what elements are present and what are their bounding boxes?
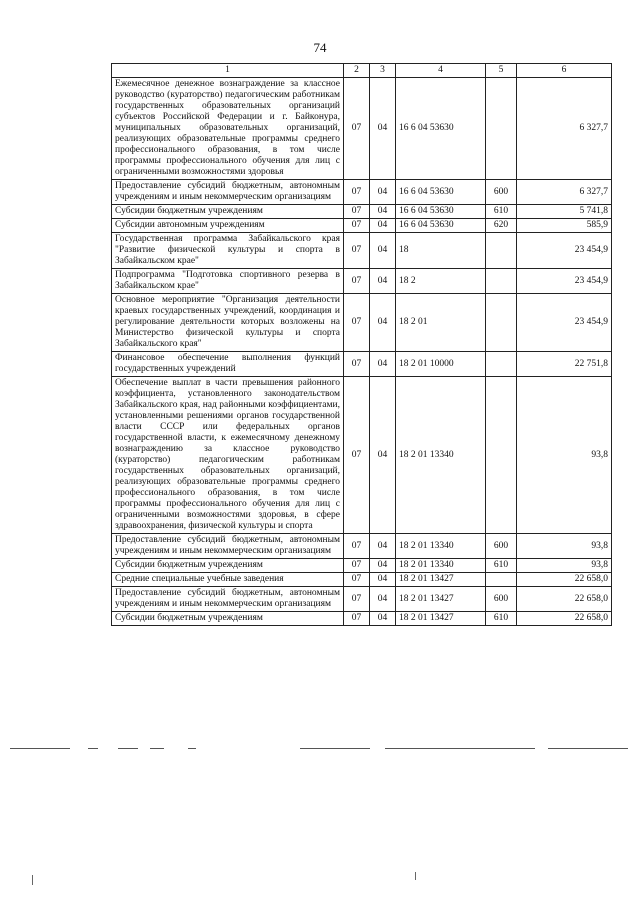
subsection-code: 04 xyxy=(370,219,396,233)
subsection-code: 04 xyxy=(370,294,396,352)
scan-mark xyxy=(32,875,33,885)
target-article-code: 16 6 04 53630 xyxy=(396,180,486,205)
subsection-code: 04 xyxy=(370,233,396,269)
expense-type-code: 600 xyxy=(486,587,517,612)
expense-type-code: 600 xyxy=(486,534,517,559)
column-header: 5 xyxy=(486,64,517,78)
section-code: 07 xyxy=(344,219,370,233)
row-name: Обеспечение выплат в части превышения районного коэффициента, установленного законодательством Забайкальского края, над районными коэффициентами, установленными решениями органов государственной власти СССР или федеральных органов государственной власти, к ежемесячному денежному вознаграждению за классное руководство (кураторство) педагогическим работникам государственных образовательных организаций, реализующих образовательные программы среднего профессионального образования, в том числе программы профессионального обучения для лиц с ограниченными возможностями здоровья, в сфере здравоохранения, физической культуры и спорта xyxy=(112,377,344,534)
amount: 22 658,0 xyxy=(517,587,612,612)
row-name: Основное мероприятие "Организация деятельности краевых государственных учреждений, координация и регулирование деятельности которых возложены на Министерство физической культуры и спорта Забайкальского края" xyxy=(112,294,344,352)
target-article-code: 16 6 04 53630 xyxy=(396,219,486,233)
target-article-code: 18 2 xyxy=(396,269,486,294)
scan-mark xyxy=(415,872,416,880)
table-row xyxy=(112,269,612,294)
section-code: 07 xyxy=(344,534,370,559)
amount: 23 454,9 xyxy=(517,294,612,352)
amount: 93,8 xyxy=(517,534,612,559)
section-code: 07 xyxy=(344,180,370,205)
table-row xyxy=(112,352,612,377)
subsection-code: 04 xyxy=(370,352,396,377)
expense-type-code: 620 xyxy=(486,219,517,233)
expense-type-code xyxy=(486,352,517,377)
table-row xyxy=(112,377,612,534)
scan-separator-line xyxy=(118,748,138,749)
target-article-code: 18 2 01 13427 xyxy=(396,612,486,626)
scan-separator-line xyxy=(150,748,164,749)
target-article-code: 18 2 01 13340 xyxy=(396,559,486,573)
column-header: 1 xyxy=(112,64,344,78)
amount: 585,9 xyxy=(517,219,612,233)
scan-separator-line xyxy=(88,748,98,749)
table-header-row xyxy=(112,64,612,78)
target-article-code: 18 2 01 13340 xyxy=(396,534,486,559)
amount: 93,8 xyxy=(517,559,612,573)
scan-separator-line xyxy=(300,748,370,749)
target-article-code: 18 2 01 xyxy=(396,294,486,352)
section-code: 07 xyxy=(344,205,370,219)
row-name: Субсидии бюджетным учреждениям xyxy=(112,205,344,219)
table-row xyxy=(112,559,612,573)
target-article-code: 18 2 01 10000 xyxy=(396,352,486,377)
subsection-code: 04 xyxy=(370,78,396,180)
target-article-code: 16 6 04 53630 xyxy=(396,78,486,180)
amount: 5 741,8 xyxy=(517,205,612,219)
target-article-code: 18 2 01 13340 xyxy=(396,377,486,534)
section-code: 07 xyxy=(344,233,370,269)
amount: 6 327,7 xyxy=(517,180,612,205)
amount: 23 454,9 xyxy=(517,269,612,294)
table-row xyxy=(112,219,612,233)
expense-type-code xyxy=(486,78,517,180)
row-name: Предоставление субсидий бюджетным, автономным учреждениям и иным некоммерческим организациям xyxy=(112,534,344,559)
table-row xyxy=(112,233,612,269)
subsection-code: 04 xyxy=(370,612,396,626)
row-name: Субсидии автономным учреждениям xyxy=(112,219,344,233)
subsection-code: 04 xyxy=(370,534,396,559)
expense-type-code: 610 xyxy=(486,205,517,219)
target-article-code: 18 2 01 13427 xyxy=(396,573,486,587)
expense-type-code xyxy=(486,233,517,269)
column-header: 6 xyxy=(517,64,612,78)
target-article-code: 18 2 01 13427 xyxy=(396,587,486,612)
amount: 6 327,7 xyxy=(517,78,612,180)
amount: 22 751,8 xyxy=(517,352,612,377)
subsection-code: 04 xyxy=(370,269,396,294)
expense-type-code xyxy=(486,377,517,534)
section-code: 07 xyxy=(344,352,370,377)
budget-table xyxy=(111,63,612,626)
row-name: Государственная программа Забайкальского края "Развитие физической культуры и спорта в Забайкальском крае" xyxy=(112,233,344,269)
row-name: Финансовое обеспечение выполнения функций государственных учреждений xyxy=(112,352,344,377)
expense-type-code: 610 xyxy=(486,612,517,626)
section-code: 07 xyxy=(344,612,370,626)
expense-type-code xyxy=(486,269,517,294)
section-code: 07 xyxy=(344,587,370,612)
scan-separator-line xyxy=(548,748,628,749)
table-row xyxy=(112,78,612,180)
target-article-code: 18 xyxy=(396,233,486,269)
section-code: 07 xyxy=(344,78,370,180)
row-name: Предоставление субсидий бюджетным, автономным учреждениям и иным некоммерческим организациям xyxy=(112,587,344,612)
amount: 93,8 xyxy=(517,377,612,534)
row-name: Предоставление субсидий бюджетным, автономным учреждениям и иным некоммерческим организациям xyxy=(112,180,344,205)
row-name: Субсидии бюджетным учреждениям xyxy=(112,612,344,626)
section-code: 07 xyxy=(344,377,370,534)
table-row xyxy=(112,534,612,559)
column-header: 2 xyxy=(344,64,370,78)
table-row xyxy=(112,205,612,219)
row-name: Ежемесячное денежное вознаграждение за классное руководство (кураторство) педагогическим работникам государственных образовательных организаций субъектов Российской Федерации и г. Байконура, муниципальных образовательных организаций, реализующих образовательные программы среднего профессионального образования, в том числе программы профессионального обучения для лиц с ограниченными возможностями здоровья xyxy=(112,78,344,180)
target-article-code: 16 6 04 53630 xyxy=(396,205,486,219)
table-row xyxy=(112,587,612,612)
table-row xyxy=(112,180,612,205)
expense-type-code: 610 xyxy=(486,559,517,573)
table-row xyxy=(112,612,612,626)
scan-separator-line xyxy=(385,748,535,749)
expense-type-code xyxy=(486,294,517,352)
amount: 23 454,9 xyxy=(517,233,612,269)
scan-separator-line xyxy=(10,748,70,749)
expense-type-code: 600 xyxy=(486,180,517,205)
subsection-code: 04 xyxy=(370,377,396,534)
table-row xyxy=(112,573,612,587)
row-name: Субсидии бюджетным учреждениям xyxy=(112,559,344,573)
page-number: 74 xyxy=(313,40,327,55)
amount: 22 658,0 xyxy=(517,573,612,587)
subsection-code: 04 xyxy=(370,573,396,587)
row-name: Подпрограмма "Подготовка спортивного резерва в Забайкальском крае" xyxy=(112,269,344,294)
row-name: Средние специальные учебные заведения xyxy=(112,573,344,587)
column-header: 3 xyxy=(370,64,396,78)
column-header: 4 xyxy=(396,64,486,78)
table-row xyxy=(112,294,612,352)
section-code: 07 xyxy=(344,269,370,294)
section-code: 07 xyxy=(344,573,370,587)
subsection-code: 04 xyxy=(370,587,396,612)
subsection-code: 04 xyxy=(370,205,396,219)
subsection-code: 04 xyxy=(370,559,396,573)
section-code: 07 xyxy=(344,294,370,352)
section-code: 07 xyxy=(344,559,370,573)
expense-type-code xyxy=(486,573,517,587)
subsection-code: 04 xyxy=(370,180,396,205)
scan-separator-line xyxy=(188,748,196,749)
amount: 22 658,0 xyxy=(517,612,612,626)
